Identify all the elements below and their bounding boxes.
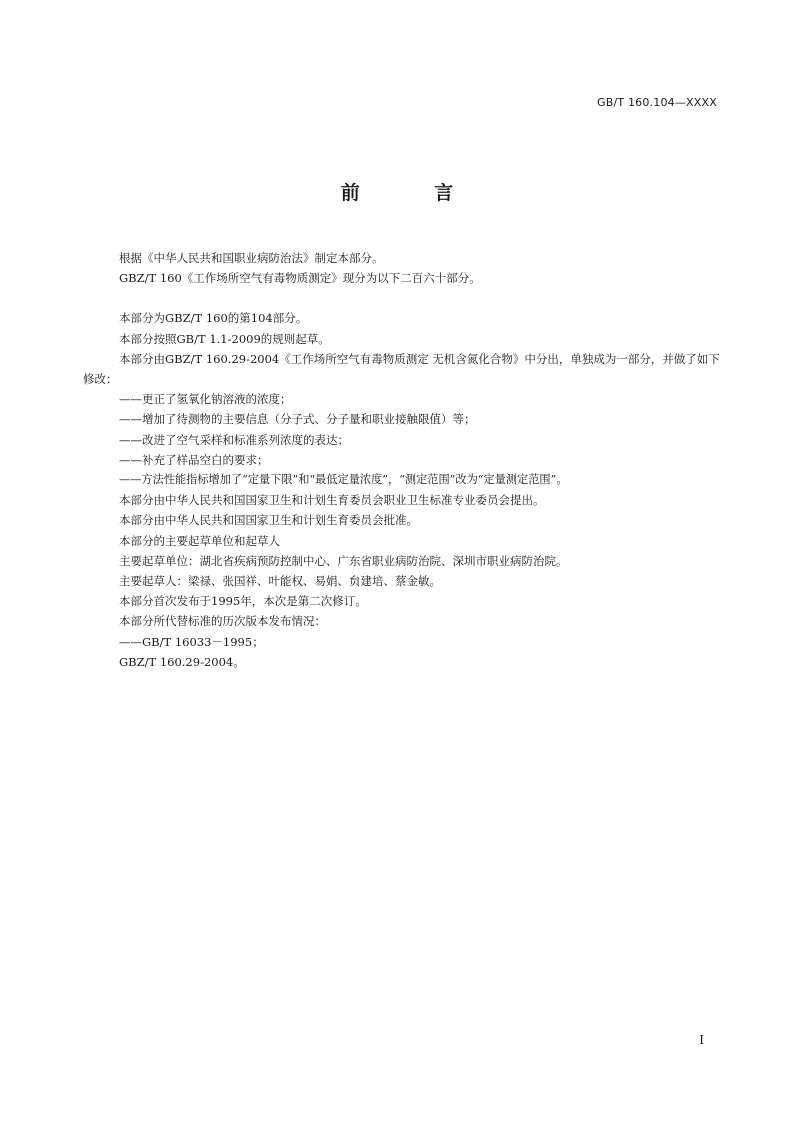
list-item: ——更正了氢氧化钠溶液的浓度； (119, 392, 292, 407)
list-item: ——补充了样品空白的要求； (119, 452, 269, 467)
document-body (83, 248, 721, 672)
paragraph: 本部分为GBZ/T 160的第104部分。 (119, 311, 308, 326)
list-item: ——增加了待测物的主要信息（分子式、分子量和职业接触限值）等； (119, 412, 476, 427)
page-title: 前 言 (340, 182, 488, 204)
list-item: ——改进了空气采样和标准系列浓度的表达； (119, 432, 349, 447)
paragraph: 本部分按照GB/T 1.1-2009的规则起草。 (119, 331, 330, 346)
paragraph: 本部分所代替标准的历次版本发布情况： (119, 614, 326, 629)
paragraph: 本部分由中华人民共和国国家卫生和计划生育委员会批准。 (119, 513, 418, 528)
paragraph: 本部分首次发布于1995年，本次是第二次修订。 (119, 594, 367, 609)
document-code: GB/T 160.104—XXXX (596, 96, 717, 109)
paragraph: 主要起草单位：湖北省疾病预防控制中心、广东省职业病防治院、深圳市职业病防治院。 (119, 553, 568, 568)
paragraph: 根据《中华人民共和国职业病防治法》制定本部分。 (119, 251, 384, 265)
paragraph: GBZ/T 160.29-2004。 (119, 654, 245, 669)
paragraph: 本部分由中华人民共和国国家卫生和计划生育委员会职业卫生标准专业委员会提出。 (119, 493, 545, 508)
paragraph-gap (95, 288, 721, 308)
list-item: ——GB/T 16033－1995； (119, 634, 264, 649)
paragraph: GBZ/T 160《工作场所空气有毒物质测定》现分为以下二百六十部分。 (119, 271, 481, 286)
page-number: I (699, 1033, 704, 1047)
paragraph: 本部分的主要起草单位和起草人 (119, 533, 280, 548)
list-item: ——方法性能指标增加了“定量下限”和“最低定量浓度”，“测定范围”改为“定量测定范围”。 (119, 473, 568, 487)
paragraph: 本部分由GBZ/T 160.29-2004《工作场所空气有毒物质测定 无机含氮化合物》中分出，单独成为一部分，并做了如下修改： (83, 351, 720, 387)
paragraph: 主要起草人：梁禄、张国祥、叶能权、易娟、贠建培、蔡金敏。 (119, 574, 441, 589)
